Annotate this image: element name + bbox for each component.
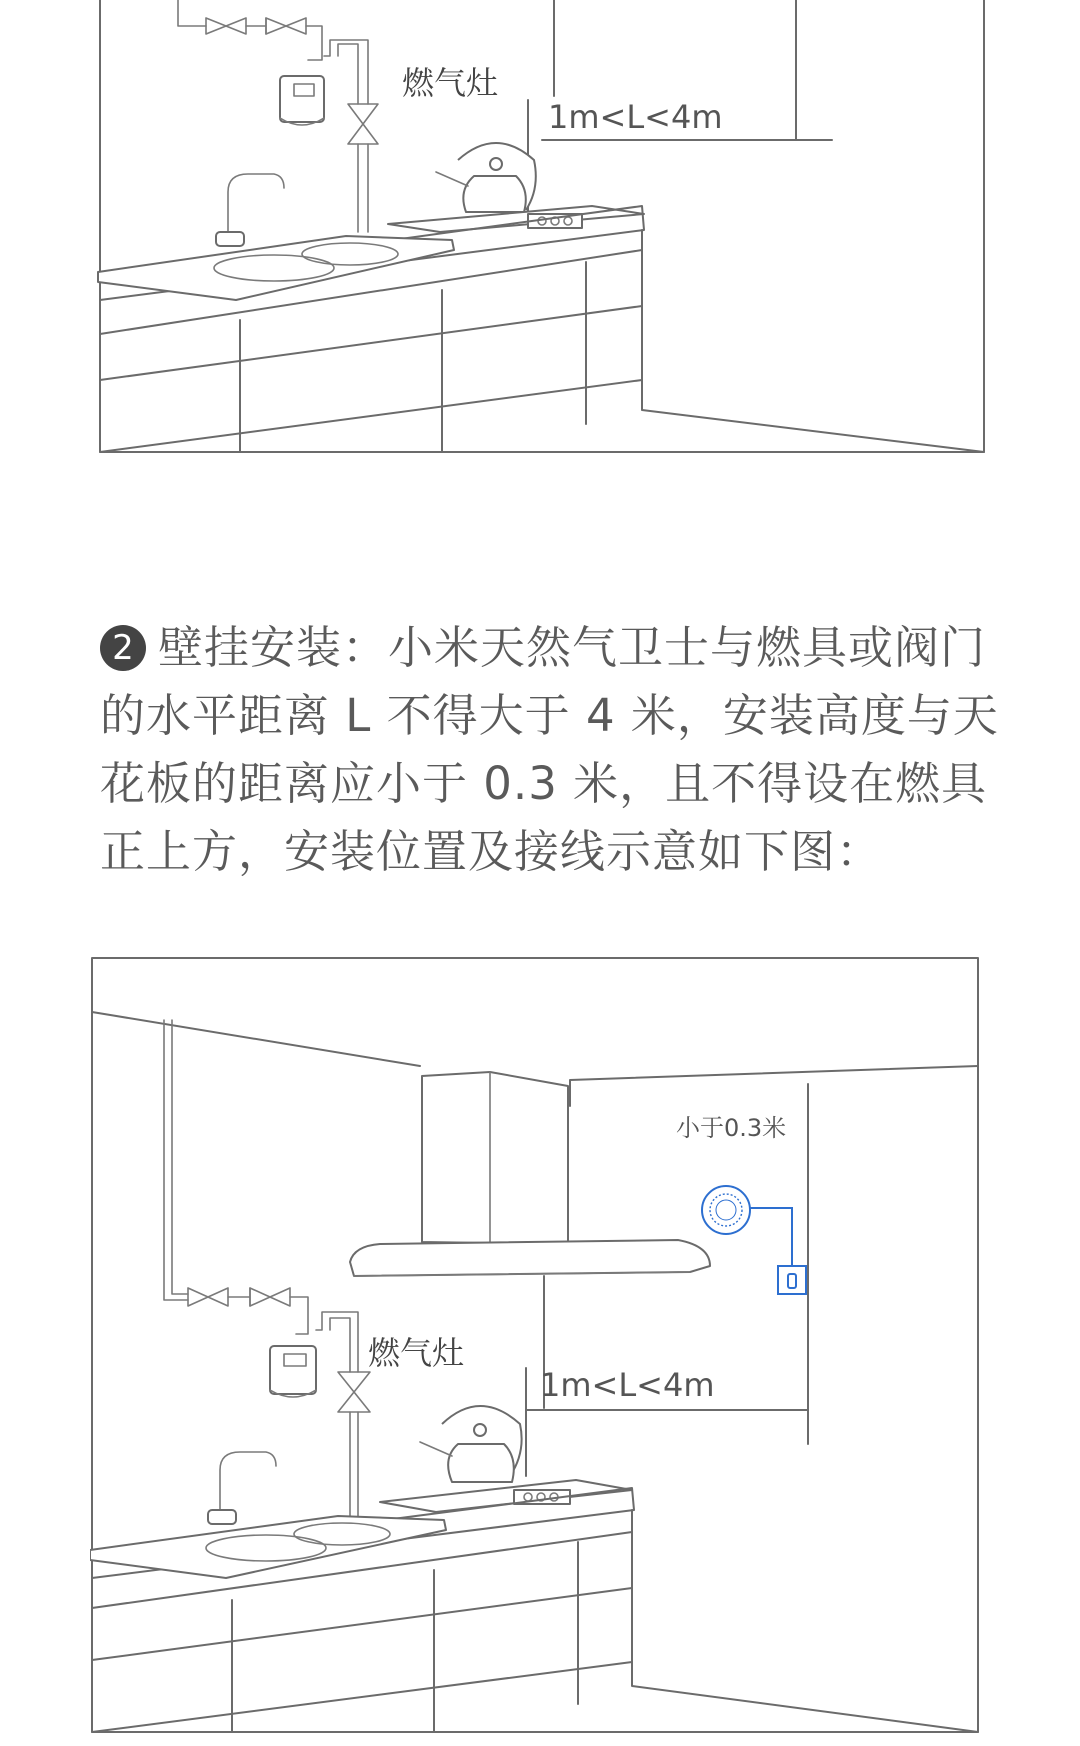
valve-icon bbox=[188, 1288, 228, 1306]
gas-meter-icon bbox=[280, 76, 324, 125]
step2-text: 壁挂安装：小米天然气卫士与燃具或阀门的水平距离 L 不得大于 4 米，安装高度与天花板的距离应小于 0.3 米，且不得设在燃具正上方，安装位置及接线示意如下图： bbox=[100, 621, 999, 878]
valve-icon bbox=[338, 1372, 370, 1412]
power-socket-icon bbox=[778, 1266, 806, 1294]
gas-detector-icon bbox=[702, 1186, 750, 1234]
distance-label: 1m<L<4m bbox=[548, 98, 723, 136]
range-hood-icon bbox=[350, 1072, 710, 1276]
stove-label: 燃气灶 bbox=[368, 1334, 465, 1372]
valve-icon bbox=[206, 18, 246, 34]
faucet-icon bbox=[216, 174, 284, 246]
diagram-bottom bbox=[90, 956, 990, 1738]
kitchen-illustration-top bbox=[96, 0, 988, 460]
distance-label: 1m<L<4m bbox=[540, 1366, 715, 1404]
valve-icon bbox=[266, 18, 306, 34]
kitchen-illustration-bottom bbox=[90, 956, 990, 1738]
faucet-icon bbox=[208, 1452, 276, 1524]
kettle-icon bbox=[420, 1406, 522, 1482]
kettle-icon bbox=[436, 143, 536, 212]
gas-meter-icon bbox=[270, 1346, 316, 1397]
valve-icon bbox=[250, 1288, 290, 1306]
cooktop-icon bbox=[380, 1480, 632, 1512]
valve-icon bbox=[348, 104, 378, 144]
ceiling-distance-label: 小于0.3米 bbox=[676, 1114, 787, 1142]
stove-label: 燃气灶 bbox=[402, 64, 499, 102]
step2-instruction bbox=[100, 614, 1000, 886]
step-number-badge: 2 bbox=[100, 625, 146, 671]
diagram-top bbox=[96, 0, 988, 460]
